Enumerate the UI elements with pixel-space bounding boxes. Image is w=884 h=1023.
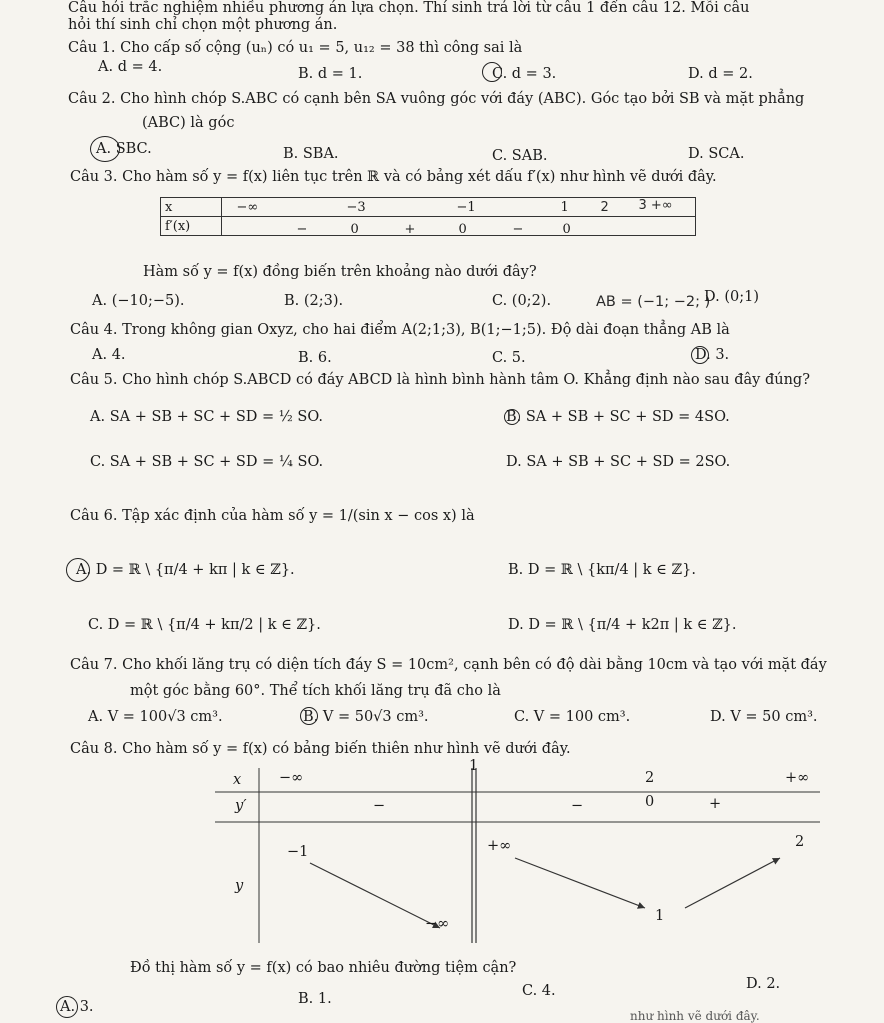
q6-option-a[interactable]: A. D = ℝ \ {π/4 + kπ | k ∈ ℤ}. bbox=[76, 562, 295, 578]
q3-x-2: −1 bbox=[456, 199, 476, 215]
q5-option-b[interactable]: B. SA + SB + SC + SD = 4SO. bbox=[506, 409, 730, 425]
q2-option-a[interactable]: A. SBC. bbox=[96, 141, 152, 157]
q1-option-b[interactable]: B. d = 1. bbox=[298, 66, 363, 82]
q8-y-label: y bbox=[235, 878, 244, 894]
q5-option-c[interactable]: C. SA + SB + SC + SD = ¼ SO. bbox=[90, 454, 324, 470]
q1-answer-circle bbox=[482, 62, 502, 82]
q7-option-b[interactable]: B. V = 50√3 cm³. bbox=[303, 709, 429, 725]
q8-stem: Câu 8. Cho hàm số y = f(x) có bảng biến thiên như hình vẽ dưới đây. bbox=[70, 741, 571, 757]
q3-sign-1: 0 bbox=[350, 221, 359, 237]
q1-stem: Câu 1. Cho cấp số cộng (uₙ) có u₁ = 5, u₁₂ = 38 thì công sai là bbox=[68, 40, 523, 56]
q8-footer-fragment: như hình vẽ dưới đây. bbox=[630, 1009, 760, 1023]
q3-sign-2: + bbox=[404, 221, 416, 237]
q8-yp-3: + bbox=[709, 796, 722, 812]
q7-stem-2: một góc bằng 60°. Thể tích khối lăng trụ đã cho là bbox=[130, 683, 501, 699]
q8-y-0: −1 bbox=[287, 844, 309, 860]
q1-option-d[interactable]: D. d = 2. bbox=[688, 66, 753, 82]
q6-option-c[interactable]: C. D = ℝ \ {π/4 + kπ/2 | k ∈ ℤ}. bbox=[88, 617, 321, 633]
q3-sign-4: − bbox=[512, 221, 524, 237]
q3-sign-table bbox=[160, 197, 696, 236]
q5-stem: Câu 5. Cho hình chóp S.ABCD có đáy ABCD là hình bình hành tâm O. Khẳng định nào sau đây đúng? bbox=[70, 372, 810, 388]
q3-x-1: −3 bbox=[346, 199, 366, 215]
q3-option-a[interactable]: A. (−10;−5). bbox=[92, 293, 185, 309]
q4-option-b[interactable]: B. 6. bbox=[298, 350, 332, 366]
q8-option-c[interactable]: C. 4. bbox=[522, 983, 556, 999]
q8-ask: Đồ thị hàm số y = f(x) có bao nhiêu đường tiệm cận? bbox=[130, 960, 517, 976]
q7-option-a[interactable]: A. V = 100√3 cm³. bbox=[88, 709, 223, 725]
q3-option-d[interactable]: D. (0;1) bbox=[704, 289, 759, 305]
q8-y-4: 1 bbox=[655, 908, 665, 924]
q3-ask: Hàm số y = f(x) đồng biến trên khoảng nào dưới đây? bbox=[143, 264, 537, 280]
q3-option-b[interactable]: B. (2;3). bbox=[284, 293, 344, 309]
q8-y-3: −∞ bbox=[425, 916, 450, 932]
q8-y-1: +∞ bbox=[487, 838, 512, 854]
q3-stem: Câu 3. Cho hàm số y = f(x) liên tục trên ℝ và có bảng xét dấu f′(x) như hình vẽ dưới đây. bbox=[70, 169, 717, 185]
q3-x-4: 2 bbox=[600, 199, 609, 215]
header-line-1: Câu hỏi trắc nghiệm nhiều phương án lựa chọn. Thí sinh trả lời từ câu 1 đến câu 12. Mỗi câu bbox=[68, 0, 750, 16]
q3-x-label: x bbox=[161, 198, 222, 217]
q1-option-a[interactable]: A. d = 4. bbox=[98, 59, 163, 75]
q2-option-c[interactable]: C. SAB. bbox=[492, 148, 548, 164]
q7-option-d[interactable]: D. V = 50 cm³. bbox=[710, 709, 818, 725]
q3-scribble: AB = (−1; −2; ) bbox=[596, 294, 711, 310]
q5-option-a[interactable]: A. SA + SB + SC + SD = ½ SO. bbox=[90, 409, 323, 425]
q4-stem: Câu 4. Trong không gian Oxyz, cho hai điểm A(2;1;3), B(1;−1;5). Độ dài đoạn thẳng AB là bbox=[70, 322, 730, 338]
q3-option-c[interactable]: C. (0;2). bbox=[492, 293, 552, 309]
q8-x-0: −∞ bbox=[279, 770, 304, 786]
q2-stem: Câu 2. Cho hình chóp S.ABC có cạnh bên SA vuông góc với đáy (ABC). Góc tạo bởi SB và mặt phẳng bbox=[68, 91, 805, 107]
q4-option-a[interactable]: A. 4. bbox=[92, 347, 126, 363]
q8-x-1: 1 bbox=[469, 758, 479, 774]
q4-option-d[interactable]: D. 3. bbox=[695, 347, 730, 363]
q2-option-d[interactable]: D. SCA. bbox=[688, 146, 745, 162]
q8-yp-label: y′ bbox=[235, 798, 247, 814]
q3-fp-label: f′(x) bbox=[161, 217, 222, 236]
q1-option-c[interactable]: C. d = 3. bbox=[492, 66, 557, 82]
q5-option-d[interactable]: D. SA + SB + SC + SD = 2SO. bbox=[506, 454, 731, 470]
q8-y-2: 2 bbox=[795, 834, 805, 850]
q8-option-b[interactable]: B. 1. bbox=[298, 991, 332, 1007]
q3-x-3: 1 bbox=[560, 199, 569, 215]
q2-option-b[interactable]: B. SBA. bbox=[283, 146, 339, 162]
q3-sign-3: 0 bbox=[458, 221, 467, 237]
q7-option-c[interactable]: C. V = 100 cm³. bbox=[514, 709, 631, 725]
q8-x-2: 2 bbox=[645, 770, 655, 786]
q7-stem: Câu 7. Cho khối lăng trụ có diện tích đáy S = 10cm², cạnh bên có độ dài bằng 10cm và tạo với mặt đáy bbox=[70, 657, 827, 673]
q8-yp-0: − bbox=[373, 798, 386, 814]
q8-option-d[interactable]: D. 2. bbox=[746, 976, 781, 992]
q3-sign-0: − bbox=[296, 221, 308, 237]
q3-x-0: −∞ bbox=[236, 199, 259, 215]
q8-yp-1: − bbox=[571, 798, 584, 814]
q6-stem: Câu 6. Tập xác định của hàm số y = 1/(sin x − cos x) là bbox=[70, 508, 475, 524]
q8-option-a[interactable]: A. 3. bbox=[60, 999, 94, 1015]
q6-option-d[interactable]: D. D = ℝ \ {π/4 + k2π | k ∈ ℤ}. bbox=[508, 617, 737, 633]
q3-x-5: 3 +∞ bbox=[638, 197, 673, 213]
q8-yp-2: 0 bbox=[645, 794, 655, 810]
header-line-2: hỏi thí sinh chỉ chọn một phương án. bbox=[68, 17, 338, 33]
q2-stem-2: (ABC) là góc bbox=[142, 115, 235, 131]
q8-x-3: +∞ bbox=[785, 770, 810, 786]
q4-option-c[interactable]: C. 5. bbox=[492, 350, 526, 366]
q6-option-b[interactable]: B. D = ℝ \ {kπ/4 | k ∈ ℤ}. bbox=[508, 562, 696, 578]
q8-x-label: x bbox=[233, 772, 242, 788]
q3-sign-5: 0 bbox=[562, 221, 571, 237]
q8-variation-table bbox=[215, 758, 820, 943]
